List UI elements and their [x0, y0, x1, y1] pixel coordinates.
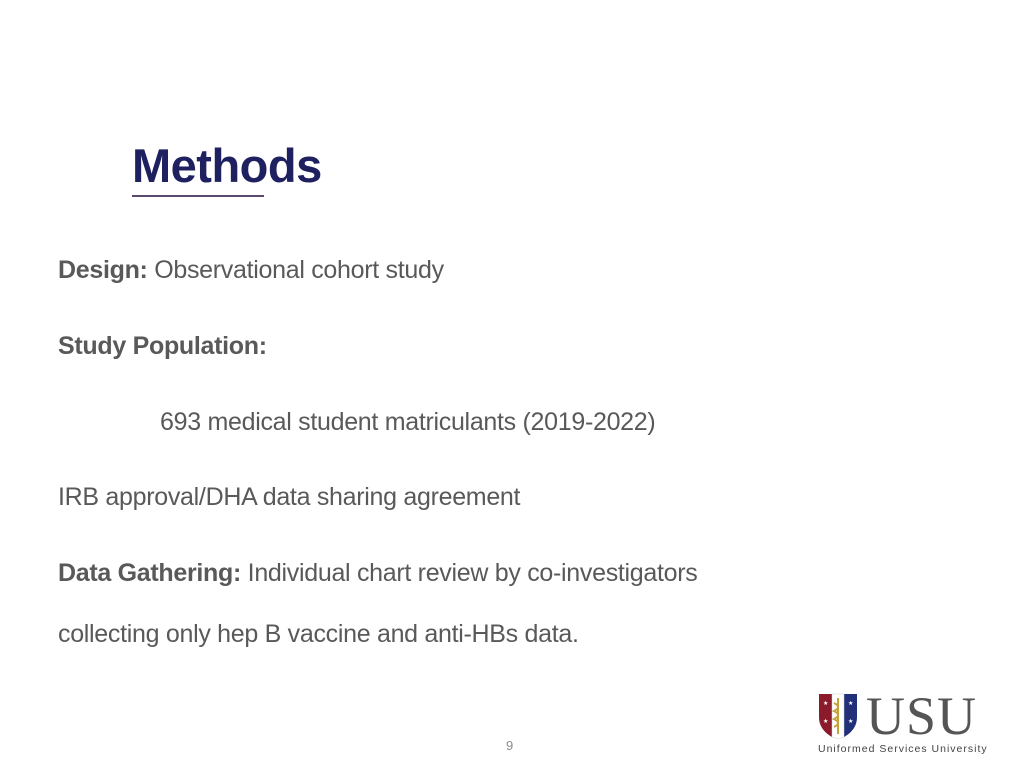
svg-text:★: ★ — [823, 701, 829, 707]
population-label — [58, 332, 267, 361]
design-line — [58, 256, 444, 285]
svg-text:★: ★ — [848, 701, 854, 707]
population-detail: 693 medical student matriculants (2019-2022) — [160, 408, 656, 436]
usu-logo — [818, 686, 1003, 758]
shield-icon — [818, 693, 858, 739]
title-underline — [132, 195, 264, 197]
gathering-label: Data Gathering: — [58, 559, 242, 587]
gathering-line — [58, 559, 698, 588]
gathering-text: Individual chart review by co-investigators — [241, 559, 698, 587]
svg-text:★: ★ — [823, 719, 829, 725]
design-label: Design: — [58, 256, 148, 284]
logo-acronym: USU — [866, 686, 978, 746]
svg-text:★: ★ — [848, 719, 854, 725]
page-number: 9 — [506, 738, 514, 753]
logo-name: Uniformed Services University — [818, 743, 988, 755]
design-text: Observational cohort study — [147, 256, 444, 284]
slide-title: Methods — [132, 139, 322, 192]
population-label-text: Study Population: — [58, 332, 267, 360]
irb-line: IRB approval/DHA data sharing agreement — [58, 483, 521, 511]
gathering-continuation: collecting only hep B vaccine and anti-HBs data. — [58, 620, 579, 648]
